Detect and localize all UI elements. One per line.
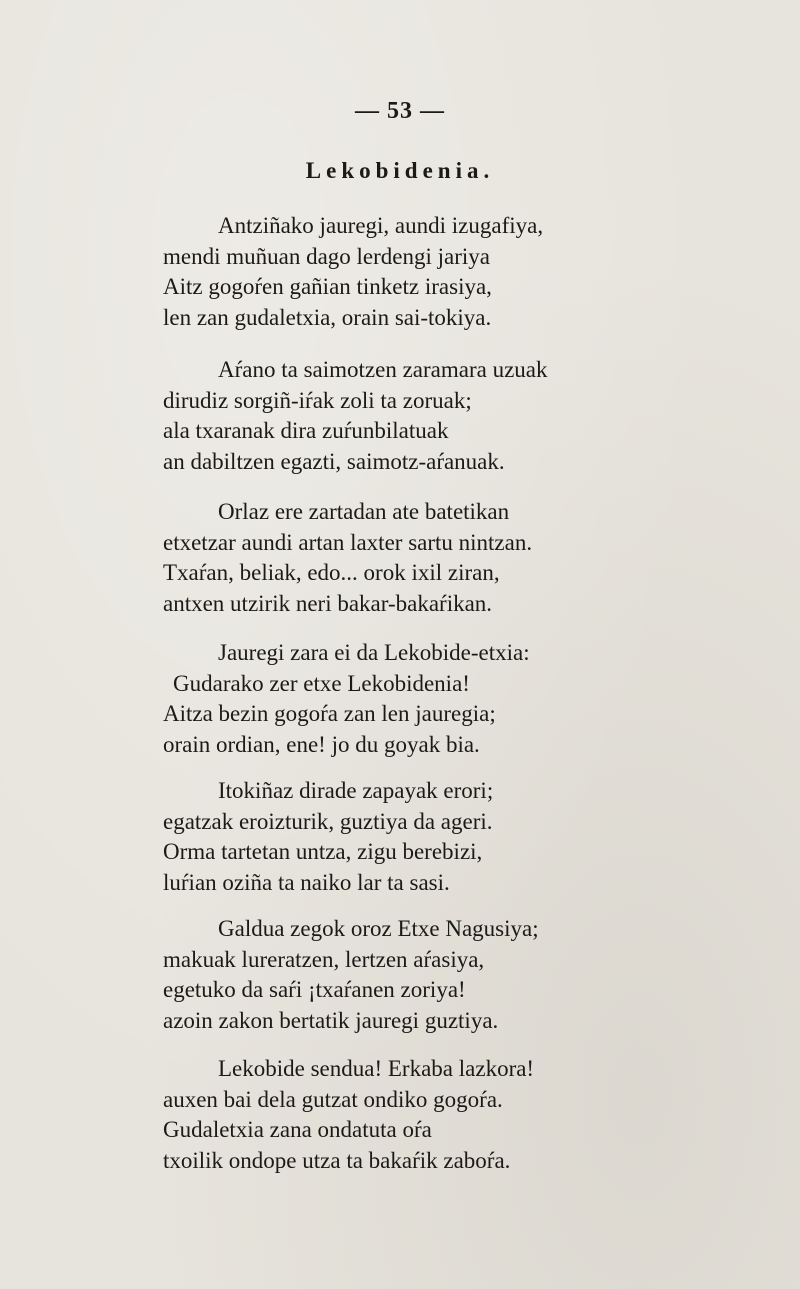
- verse-line: egetuko da saŕi ¡txaŕanen zoriya!: [163, 977, 466, 1002]
- verse-line: Itokiñaz dirade zapayak erori;: [218, 778, 494, 803]
- verse-line: Galdua zegok oroz Etxe Nagusiya;: [218, 916, 539, 941]
- verse-line: Aitza bezin gogoŕa zan len jauregia;: [163, 701, 496, 726]
- verse-line: Txaŕan, beliak, edo... orok ixil ziran,: [163, 560, 500, 585]
- verse-line: Lekobide sendua! Erkaba lazkora!: [218, 1056, 535, 1081]
- verse-line: ala txaranak dira zuŕunbilatuak: [163, 418, 449, 443]
- verse-line: an dabiltzen egazti, saimotz-aŕanuak.: [163, 448, 505, 474]
- verse-line: Antziñako jauregi, aundi izugafiya,: [218, 213, 544, 238]
- verse-line: Gudaletxia zana ondatuta oŕa: [163, 1117, 432, 1142]
- verse-line: auxen bai dela gutzat ondiko gogoŕa.: [163, 1086, 503, 1112]
- stanza-5: [163, 776, 663, 898]
- verse-line: Orlaz ere zartadan ate batetikan: [218, 499, 510, 524]
- verse-line: mendi muñuan dago lerdengi jariya: [163, 243, 491, 269]
- stanza-4: [163, 638, 663, 760]
- verse-line: orain ordian, ene! jo du goyak bia.: [163, 731, 480, 757]
- verse-line: azoin zakon bertatik jauregi guztiya.: [163, 1007, 499, 1033]
- stanza-7: [163, 1054, 663, 1176]
- verse-line: etxetzar aundi artan laxter sartu nintzan.: [163, 529, 533, 555]
- verse-line: Orma tartetan untza, zigu berebizi,: [163, 839, 483, 864]
- stanza-1: [163, 211, 663, 333]
- verse-line: Aitz gogoŕen gañian tinketz irasiya,: [163, 274, 492, 299]
- stanza-6: [163, 914, 663, 1036]
- verse-line: luŕian oziña ta naiko lar ta sasi.: [163, 869, 450, 895]
- verse-line: antxen utzirik neri bakar-bakaŕikan.: [163, 590, 493, 616]
- verse-line: makuak lureratzen, lertzen aŕasiya,: [163, 946, 485, 972]
- verse-line: Aŕano ta saimotzen zaramara uzuak: [218, 357, 548, 382]
- poem-title: Lekobidenia.: [305, 158, 495, 183]
- verse-line: len zan gudaletxia, orain sai-tokiya.: [163, 304, 492, 330]
- verse-line: txoilik ondope utza ta bakaŕik zaboŕa.: [163, 1147, 511, 1173]
- stanza-3: [163, 497, 663, 619]
- verse-line: Jauregi zara ei da Lekobide-etxia:: [218, 640, 530, 665]
- page-number: — 53 —: [355, 98, 445, 124]
- verse-line: Gudarako zer etxe Lekobidenia!: [173, 670, 470, 696]
- stanza-2: [163, 355, 663, 477]
- verse-line: egatzak eroizturik, guztiya da ageri.: [163, 808, 493, 834]
- verse-line: dirudiz sorgiñ-iŕak zoli ta zoruak;: [163, 387, 472, 413]
